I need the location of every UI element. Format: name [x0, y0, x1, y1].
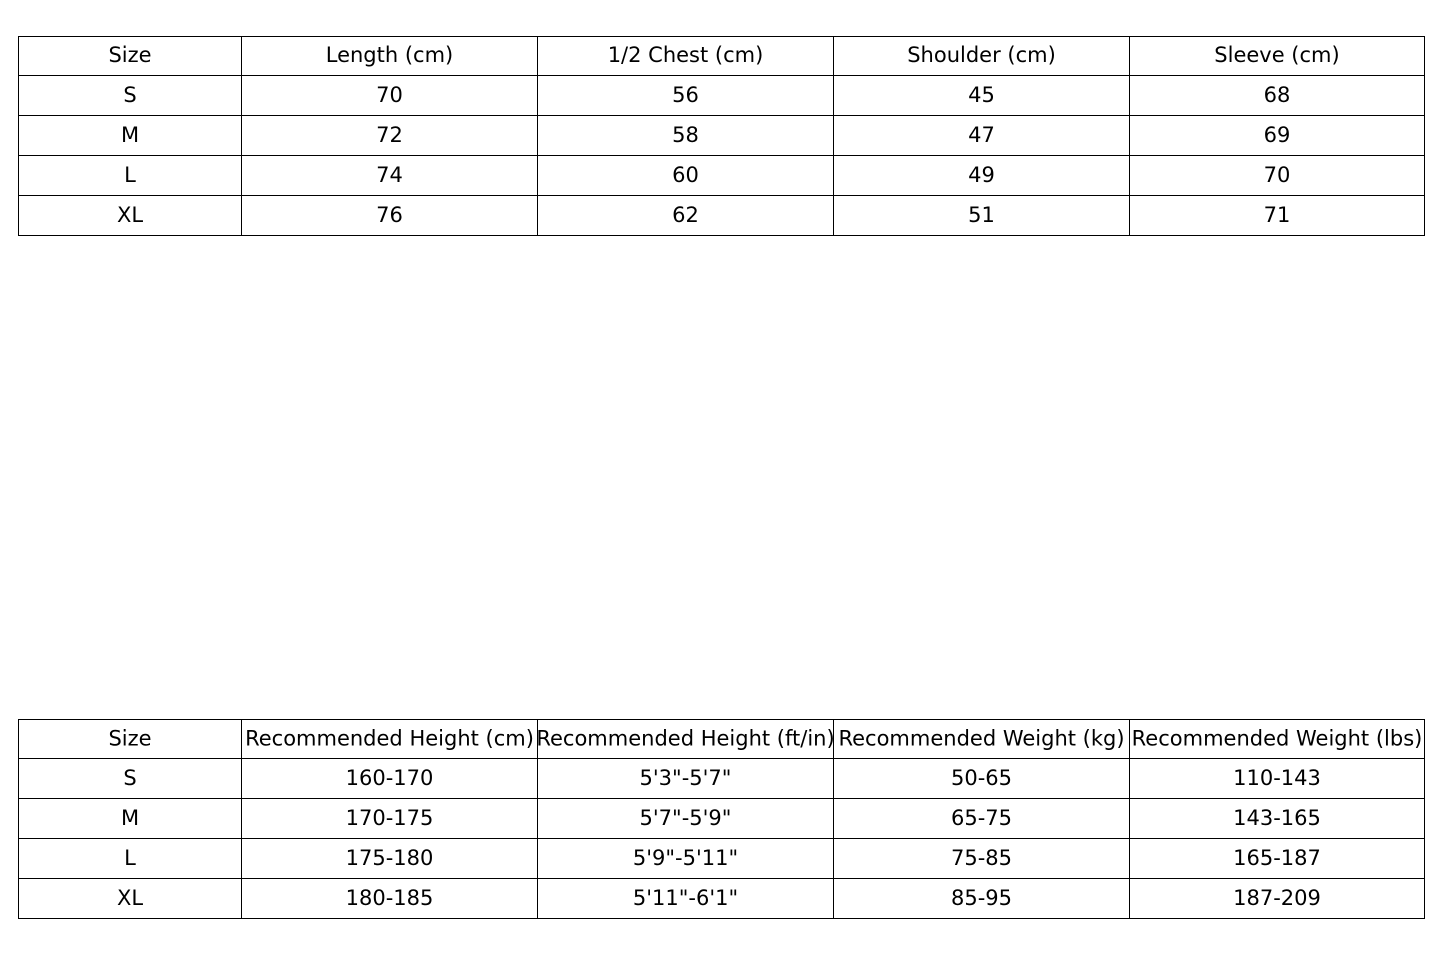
- cell-sleeve: 69: [1130, 116, 1425, 156]
- cell-weight-lbs: 187-209: [1130, 879, 1425, 919]
- cell-height-cm: 160-170: [242, 759, 538, 799]
- column-header-length: Length (cm): [242, 37, 538, 76]
- cell-half-chest: 56: [538, 76, 834, 116]
- cell-length: 74: [242, 156, 538, 196]
- table-row: [19, 879, 1425, 919]
- cell-size: XL: [19, 879, 242, 919]
- cell-height-ftin: 5'9"-5'11": [538, 839, 834, 879]
- cell-size: L: [19, 156, 242, 196]
- table-row: [19, 116, 1425, 156]
- cell-size: M: [19, 116, 242, 156]
- column-header-height-ftin-label: Recommended Height (ft/in): [536, 726, 835, 751]
- garment-measurements-table: [18, 36, 1425, 236]
- cell-sleeve: 70: [1130, 156, 1425, 196]
- cell-shoulder: 45: [834, 76, 1130, 116]
- cell-weight-lbs: 165-187: [1130, 839, 1425, 879]
- cell-height-cm: 170-175: [242, 799, 538, 839]
- table-row: [19, 759, 1425, 799]
- cell-shoulder: 47: [834, 116, 1130, 156]
- column-header-size: [19, 720, 242, 759]
- column-header-shoulder: Shoulder (cm): [834, 37, 1130, 76]
- cell-weight-kg: 85-95: [834, 879, 1130, 919]
- cell-weight-lbs: 110-143: [1130, 759, 1425, 799]
- cell-length: 70: [242, 76, 538, 116]
- column-header-weight-kg-label: Recommended Weight (kg): [838, 726, 1125, 751]
- cell-size: L: [19, 839, 242, 879]
- cell-half-chest: 58: [538, 116, 834, 156]
- cell-weight-lbs: 143-165: [1130, 799, 1425, 839]
- cell-height-ftin: 5'3"-5'7": [538, 759, 834, 799]
- cell-sleeve: 71: [1130, 196, 1425, 236]
- column-header-sleeve: Sleeve (cm): [1130, 37, 1425, 76]
- cell-size: S: [19, 76, 242, 116]
- cell-half-chest: 62: [538, 196, 834, 236]
- cell-size: M: [19, 799, 242, 839]
- cell-height-ftin: 5'11"-6'1": [538, 879, 834, 919]
- cell-half-chest: 60: [538, 156, 834, 196]
- cell-shoulder: 51: [834, 196, 1130, 236]
- column-header-height-ftin: [538, 720, 834, 759]
- cell-weight-kg: 50-65: [834, 759, 1130, 799]
- cell-size: S: [19, 759, 242, 799]
- cell-height-cm: 180-185: [242, 879, 538, 919]
- recommended-fit-table: [18, 719, 1425, 919]
- column-header-height-cm: [242, 720, 538, 759]
- cell-sleeve: 68: [1130, 76, 1425, 116]
- table-row: [19, 799, 1425, 839]
- cell-shoulder: 49: [834, 156, 1130, 196]
- cell-weight-kg: 65-75: [834, 799, 1130, 839]
- cell-weight-kg: 75-85: [834, 839, 1130, 879]
- table-header-row: [19, 37, 1425, 76]
- cell-length: 76: [242, 196, 538, 236]
- table-row: [19, 156, 1425, 196]
- cell-size: XL: [19, 196, 242, 236]
- table-row: [19, 839, 1425, 879]
- table-row: [19, 196, 1425, 236]
- column-header-weight-kg: [834, 720, 1130, 759]
- column-header-height-cm-label: Recommended Height (cm): [245, 726, 534, 751]
- column-header-weight-lbs: [1130, 720, 1425, 759]
- cell-height-ftin: 5'7"-5'9": [538, 799, 834, 839]
- column-header-size-label: Size: [108, 726, 152, 751]
- column-header-weight-lbs-label: Recommended Weight (lbs): [1131, 726, 1423, 751]
- table-header-row: [19, 720, 1425, 759]
- cell-height-cm: 175-180: [242, 839, 538, 879]
- column-header-half-chest: 1/2 Chest (cm): [538, 37, 834, 76]
- cell-length: 72: [242, 116, 538, 156]
- column-header-size: Size: [19, 37, 242, 76]
- table-row: [19, 76, 1425, 116]
